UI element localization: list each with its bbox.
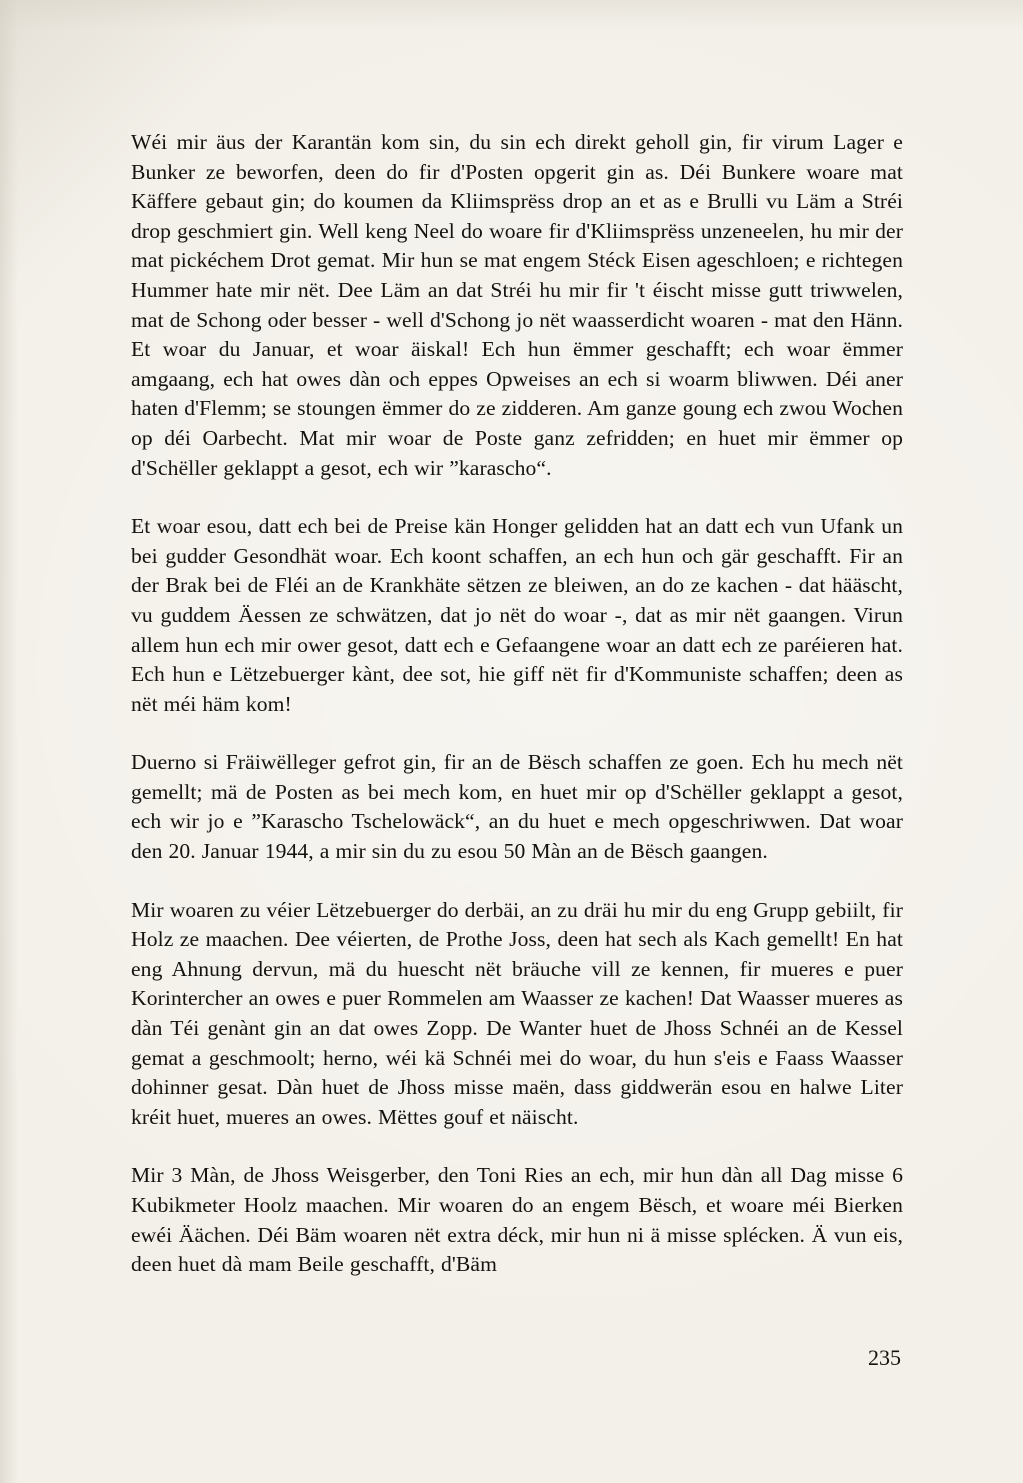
paragraph: Mir woaren zu véier Lëtzebuerger do derbäi, an zu dräi hu mir du eng Grupp gebiilt, fir Holz ze maachen. Dee véierten, de Prothe Joss, deen hat sech als Kach gemellt! En hat eng Ahnung dervun, mä du huescht nët bräuche vill ze kennen, fir mueres e puer Korintercher an owes e puer Rommelen am Waasser ze kachen! Dat Waasser mueres as dàn Téi genànt gin an dat owes Zopp. De Wanter huet de Jhoss Schnéi an de Kessel gemat a geschmoolt; herno, wéi kä Schnéi mei do woar, du hun s'eis e Faass Waasser dohinner gesat. Dàn huet de Jhoss misse maën, dass giddwerän esou en halwe Liter kréit huet, mueres an owes. Mëttes gouf et näischt. (131, 897, 903, 1129)
paragraph: Wéi mir äus der Karantän kom sin, du sin ech direkt geholl gin, fir virum Lager e Bunker ze beworfen, deen do fir d'Posten opgerit gin as. Déi Bunkere woare mat Käffere gebaut gin; do koumen da Kliimsprëss drop an et as e Brulli vu Läm a Stréi drop geschmiert gin. Well keng Neel do woare fir d'Kliimsprëss unzeneelen, hu mir der mat pickéchem Drot gemat. Mir hun se mat engem Stéck Eisen ageschloen; e richtegen Hummer hate mir nët. Dee Läm an dat Stréi hu mir fir 't éischt misse gutt triwwelen, mat de Schong oder besser - well d'Schong jo nët waasserdicht woaren - mat den Hänn. Et woar du Januar, et woar äiskal! Ech hun ëmmer geschafft; ech woar ëmmer amgaang, ech hat owes dàn och eppes Opweises an ech si woarm bliwwen. Déi aner haten d'Flemm; se stoungen ëmmer do ze zidderen. Am ganze goung ech zwou Wochen op déi Oarbecht. Mat mir woar de Poste ganz zefridden; en huet mir ëmmer op d'Schëller geklappt a gesot, ech wir ”karascho“. (131, 130, 903, 480)
paragraph: Mir 3 Màn, de Jhoss Weisgerber, den Toni Ries an ech, mir hun dàn all Dag misse 6 Kubikmeter Hoolz maachen. Mir woaren do an engem Bësch, et woare méi Bierken ewéi Äächen. Déi Bäm woaren nët extra déck, mir hun ni ä misse splécken. Ä vun eis, deen huet dà mam Beile geschafft, d'Bäm (131, 1163, 903, 1277)
text-block (131, 128, 903, 1309)
page-number: 235 (868, 1345, 901, 1370)
paragraph: Duerno si Fräiwëlleger gefrot gin, fir an de Bësch schaffen ze goen. Ech hu mech nët gemellt; mä de Posten as bei mech kom, en huet mir op d'Schëller geklappt a gesot, ech wir jo e ”Karascho Tschelowäck“, an du huet e mech opgeschriwwen. Dat woar den 20. Januar 1944, a mir sin du zu esou 50 Màn an de Bësch gaangen. (131, 750, 903, 864)
paragraph: Et woar esou, datt ech bei de Preise kän Honger gelidden hat an datt ech vun Ufank un bei gudder Gesondhät woar. Ech koont schaffen, an ech hun och gär geschafft. Fir an der Brak bei de Fléi an de Krankhäte sëtzen ze bleiwen, an do ze kachen - dat hääscht, vu guddem Äessen ze schwätzen, dat jo nët do woar -, dat as mir nët gaangen. Virun allem hun ech mir ower gesot, datt ech e Gefaangene woar an datt ech ze paréieren hat. Ech hun e Lëtzebuerger kànt, dee sot, hie giff nët fir d'Kommuniste schaffen; deen as nët méi häm kom! (131, 514, 903, 716)
